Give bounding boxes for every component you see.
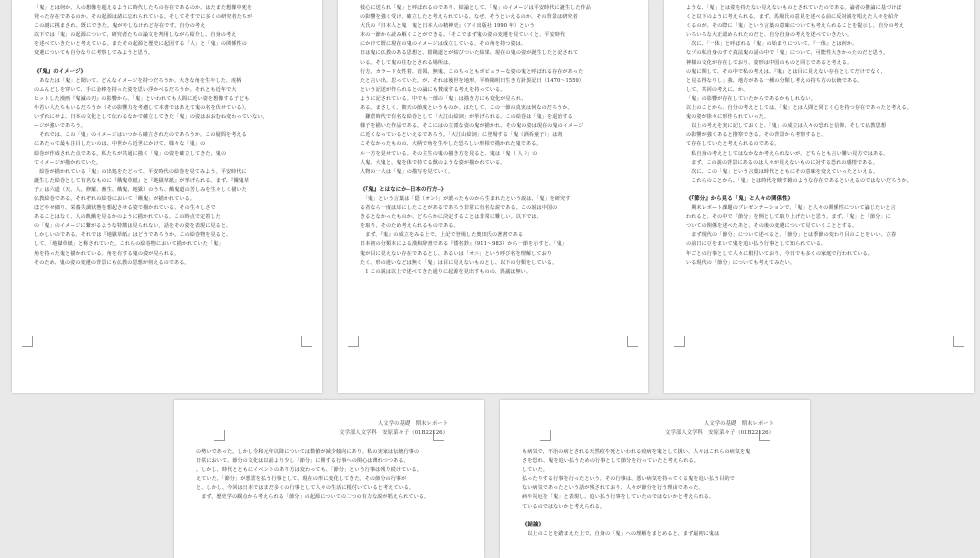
text-line: の鬼に関して、その中で私の考えは、『鬼』とは目に見えない存在としてだけでなく、 bbox=[686, 68, 886, 75]
text-line: それでは、この「鬼」のイメージはいつから確立されたのであろうか。この疑問を考える bbox=[34, 132, 247, 139]
text-line: 日本初の分類本による漢和辞書である『倭名鈔』（911～983）から一節を示すと、「鬼」 bbox=[360, 241, 568, 248]
text-line: と見る得なりし」我、地方がある一種の分類し考えの持ち方の伝統である。 bbox=[686, 77, 863, 84]
text-line bbox=[522, 512, 788, 521]
text-line: のふんどしを穿いて、手に金棒を持った姿を思い浮かべるだろうか。それとも近年で大 bbox=[34, 86, 237, 93]
text-line: にかけて既に現在の鬼のイメージは成立している。その角を持つ姿は、 bbox=[360, 41, 527, 48]
text-line: していた。 bbox=[522, 467, 548, 474]
text-line: 変遷についても自分なりに考察してみようと思う。 bbox=[34, 50, 154, 57]
text-line: 絵巻が作成された点である。私たちが共通に描く「鬼」の姿を確立してきた、鬼の bbox=[34, 150, 227, 157]
page-body bbox=[522, 448, 788, 539]
text-line: 子』は六道（天、人、修羅、畜生、餓鬼、地獄）のうち、餓鬼道の苦しみを生々しく描いた bbox=[34, 186, 247, 193]
text-line: を述べていきたいと考えている。またその起源と歴史に起因する「人」と「鬼」の関係性の bbox=[34, 41, 247, 48]
text-line: る者なら一度は耳にしたことがあるであろう非常に有名な説である。この説は中国の bbox=[360, 205, 558, 212]
text-line: ヒットした漫画『鬼滅の刃』の影響から、「鬼」といわれても人間に近い姿を想像する子ども bbox=[34, 95, 250, 102]
page-body bbox=[34, 4, 300, 268]
text-line: ージが強いであろう。 bbox=[34, 123, 86, 130]
crop-mark bbox=[627, 336, 638, 347]
text-line: なゾの私自身のすぐ真法鬼の話の中で「鬼」について、可能性大きかったのだと思う。 bbox=[686, 50, 889, 57]
text-line: ほどやせ細り、栄養失調状態を想起させる姿で描かれている。その生々しさで bbox=[34, 205, 216, 212]
text-line: 様子を描いた作品である。そこにはの立派な姿の鬼が描かれ、その鬼の姿は現在の鬼のイメージ bbox=[360, 123, 584, 130]
text-line: あなたは「鬼」と聞いて、どんなイメージを持つだろうか。大きな角を生やした、虎柄 bbox=[34, 77, 242, 84]
text-line: ついての関係を述べたあと、その後の変遷について見ていくこととする。 bbox=[686, 223, 858, 230]
text-line bbox=[686, 186, 952, 195]
report-title: 人文学の基礎 期末レポート bbox=[703, 421, 774, 427]
crop-mark bbox=[348, 336, 359, 347]
page-body bbox=[196, 448, 462, 503]
text-line: 仏教絵巻である。それぞれの絵巻において「餓鬼」が描かれている。 bbox=[34, 195, 196, 202]
text-line: いずれにせよ、日本の文化として伝わるなかで確立してきた「鬼」の姿はおおむね変わっていない。 bbox=[34, 114, 268, 121]
text-line: てイメージが描かれていた。 bbox=[34, 159, 102, 166]
text-line: ある。まさしく、朝天の節度というものか。はたして、この一節の真実は何なのだろうか。 bbox=[360, 105, 573, 112]
text-line: 日は鬼に仏教のある思想と、陰陽道とが結びついた結果、現在の鬼の姿が誕生したと記されて bbox=[360, 50, 579, 57]
text-line: 鎌倉時代で有名な絵巻として「大江山絵詞」が挙げられる。この絵巻は「鬼」を退治する bbox=[360, 114, 573, 121]
text-line: 絵巻が描かれている「鬼」の出処をたどって、平安時代の絵巻を見てみよう。平安時代に bbox=[34, 168, 247, 175]
text-line: これらのことから、「鬼」とは時代を映す鏡のような存在であるといえるのではないだろうか。 bbox=[686, 177, 912, 184]
text-line: くるのが、その際に「鬼」という言葉の意味についても考えられることを提示し、自分の考え bbox=[686, 23, 905, 30]
text-line: 「鬼」という言葉は「隠（オン）」が訛ったものから生まれたという説は、「鬼」を研究す bbox=[360, 195, 571, 202]
text-line bbox=[360, 177, 626, 186]
text-line: 以下では「鬼」の起源について、研究者たちの論文を判用しながら紹介し、自身の考え bbox=[34, 32, 237, 39]
text-line: まず、歴史学の観点から考えられる「節分」の起源についての二つの有力な説が唱えられている。 bbox=[196, 494, 430, 501]
text-line: ように記されている。中でも一部の「鬼」は描き方にも変化が見られ、 bbox=[360, 95, 527, 102]
text-line: 払ったりする行事を行ったという。その行事は、悪い病気を持ってくる鬼を追い払う目的で bbox=[522, 476, 735, 483]
page-header bbox=[339, 420, 448, 438]
text-line: に近くなっているといえるであろう。「大江山絵詞」に登場する「鬼（酒呑童子）」は肉 bbox=[360, 132, 563, 139]
text-line: の影響を強く受け、確立したと考えられている。なぜ、そうといえるのか、その背景は研究者 bbox=[360, 14, 578, 21]
text-line: 鬼の姿が徐々に形作られていった。 bbox=[686, 114, 770, 121]
text-line: いろいろな大正認められたのだと、自分自身の考えを述べていきたい。 bbox=[686, 32, 853, 39]
document-page-2 bbox=[338, 0, 648, 393]
text-line: 病や災厄を「鬼」と表現し、追い払う行事をしていたのではないかと考えられる。 bbox=[522, 494, 715, 501]
crop-mark bbox=[22, 336, 33, 347]
text-line: 期末レポート課題のプレゼンテーションで、「鬼」と人々の関係性について論じたいと言 bbox=[686, 205, 896, 212]
crop-mark bbox=[674, 336, 685, 347]
document-page-1 bbox=[12, 0, 322, 393]
text-line: 以上のことを踏まえた上で、自身の「鬼」への理解をまとめると、まず最初に鬼は bbox=[522, 530, 720, 537]
text-line: の前日に豆をまいて鬼を追い払う行事として知られている。 bbox=[686, 241, 827, 248]
text-line bbox=[34, 59, 300, 68]
text-line: の影響が強くあると推察できる。その背景から考察すると、 bbox=[686, 132, 827, 139]
text-line: にあたって最も注目したいのは、中世から近世にかけて、様々な「鬼」の bbox=[34, 141, 206, 148]
text-line: そのため、鬼の姿の変遷の背景にも仏教の思想が伺えるのである。 bbox=[34, 259, 190, 266]
text-line: ない病気であったという話が残されており、人々が節分を行う理由であった。 bbox=[522, 485, 704, 492]
text-line: 以上の考えを実に記しておくと、「鬼」の成立は人々の恐れと信仰、そして仏教思想 bbox=[686, 123, 887, 130]
text-line: を取り、そのため考えられるものである。 bbox=[360, 223, 459, 230]
text-line: 誕生した絵巻として有名なものに『餓鬼草紙』と『地獄草紙』が挙げられる。まず、『餓鬼草 bbox=[34, 177, 250, 184]
text-line: 次に、この「鬼」という言葉は時代とともにその意味を変えていったといえる。 bbox=[686, 168, 879, 175]
text-line: たく、形の違いなどは無く「鬼」は目に見えないものとし、以下の分類をしている。 bbox=[360, 259, 558, 266]
crop-mark bbox=[301, 336, 312, 347]
text-line: して、「地獄草紙」と称されていた。これらの絵巻物において描かれていた「鬼」 bbox=[34, 241, 224, 248]
text-line: 枝心に送られ「鬼」と呼ばれるのであり、結論として、「鬼」のイメージは平安時代に誕生した作品 bbox=[360, 5, 591, 11]
text-line: 「鬼」とは何か、人の想像を超えるように時代したちの存在であるのか、はたまた想像中死を bbox=[34, 5, 253, 11]
text-line: 人鬼、大鬼と、鬼を体で持てる獣のような姿が描かれている。 bbox=[360, 159, 506, 166]
text-line: という記述が作られるとの論にも賛成する考えを持っている。 bbox=[360, 86, 506, 93]
text-line: ているのではないかと考えられる。 bbox=[522, 503, 606, 510]
text-line: 「鬼」の影響が存在していたからであるかもしれない。 bbox=[686, 95, 816, 102]
page-header bbox=[665, 420, 774, 438]
text-line: こそなかったものの、大柄で角を生やした恐ろしい形相で描かれた鬼である。 bbox=[360, 141, 542, 148]
document-page-5 bbox=[500, 400, 810, 558]
text-line: 神様の文化が存在しており、姿形は中国のものと同じであると考える。 bbox=[686, 59, 853, 66]
text-line: や若い人たちもいるだろうか（その影響力を考慮して本書ではあえて鬼の名を伏せている）。 bbox=[34, 105, 250, 112]
text-line: いる。そして鬼の住むとされる場所は、 bbox=[360, 59, 454, 66]
text-line: 人物の一人は「鬼」の描写を見ていく。 bbox=[360, 168, 454, 175]
crop-mark bbox=[540, 430, 551, 441]
crop-mark bbox=[214, 430, 225, 441]
text-line: て存在していたと考えられるのである。 bbox=[686, 141, 780, 148]
text-line: われると、その中で「節分」を例として取り上げたいと思う。まず、「鬼」と「節分」に bbox=[686, 214, 891, 221]
text-line: 。しかし、時代とともにイベントのあり方は変わっても、「節分」という行事は残り続けている。 bbox=[196, 467, 422, 474]
text-line: 本の一節から読み解くことができる。「そこでまず鬼の姿の変遷を見ていくと、平安時代 bbox=[360, 32, 566, 39]
text-line: して、共同の考えに、か、 bbox=[686, 86, 749, 93]
report-title: 人文学の基礎 期末レポート bbox=[377, 421, 448, 427]
text-line: えていた。「節分」が悪霊を払う行事として、現在の形に変化してきた。その節分の行事が bbox=[196, 476, 407, 483]
text-line: 行方。カラード女性着、首領、無鬼、このちっともポピュラーな姿の鬼と呼ばれる存在があった bbox=[360, 68, 584, 75]
section-heading: 《『節分』から見る「鬼」と人々の関係性》 bbox=[686, 195, 794, 202]
document-page-4 bbox=[174, 400, 484, 558]
text-line: くと以下のように考えられる。まず、馬場氏の意見を述べる前に反対説を唱えた人々を紹介 bbox=[686, 14, 899, 21]
text-line: ような、「鬼」とは姿を持たない見えないものとされていたのである。論者の推論に基づけば bbox=[686, 5, 902, 11]
text-line: 次に、「一体」と呼ばれる「鬼」の始まりについて、『一体』とは何か。 bbox=[686, 41, 858, 48]
text-line: ル一方を見せている。その主生の鬼の描き方を見ると、鬼は「鬼（ 人 ）」の bbox=[360, 150, 538, 157]
text-line: 私自身の考えとしてはなかなか考えられないが、どちらとも言い難い見方ではある。 bbox=[686, 150, 889, 157]
page-body bbox=[360, 4, 626, 277]
text-line: 角を持った鬼と描かれている。角を有する鬼の姿が見られる。 bbox=[34, 250, 180, 257]
text-line: たと言い出、思っていた。が、それは後世を地形、平時陽明日生き方針異記日（1470～1559） bbox=[360, 77, 585, 84]
section-heading: 《『鬼』のイメージ》 bbox=[34, 68, 87, 75]
section-heading: 《『鬼』とはなにか─日本の行方─》 bbox=[360, 186, 447, 193]
page-body bbox=[686, 4, 952, 268]
text-line: あることはなく、人の飢餓を見るかのように描かれている。この時点で定着した bbox=[34, 214, 221, 221]
text-line: 年ごとの行事として人々に根付いており、今日でも多くの家庭で行われている。 bbox=[686, 250, 873, 257]
text-line: まず現代の「節分」について述べると、「節分」とは季節の変わり目のことをいい、立春 bbox=[686, 232, 897, 239]
text-line: 以上のことから、自分の考えとしては、「鬼」とは人間と同じく心を持つ存在であったと考える。 bbox=[686, 105, 912, 112]
text-line: 発った存在であるのか。その起源は諸に忘れられている。そしてそすでに多くの研究者たちが bbox=[34, 14, 253, 21]
author-line: 文学部人文学科 安原菜々子（01B22126） bbox=[665, 430, 774, 436]
text-line: も病気で、不治の病とされる天然痘や死といわれる疫病を鬼として扱い、人々はこれらの病気を鬼 bbox=[522, 449, 751, 455]
text-line: の「鬼」のイメージに繋がるような特徴は見られない。話をその姿を表現に見ると、 bbox=[34, 223, 232, 230]
text-line: 1 この説は以上で述べてきた通りに起源を見出すものの、異議は無い。 bbox=[360, 268, 532, 275]
crop-mark bbox=[953, 336, 964, 347]
text-line: きるとなかったものか、どちらかに決定することは非常に難しい。以下では、 bbox=[360, 214, 542, 221]
text-line: 日常において、節分の文化は以前より少し「節分」に関する行事への関心は薄れつつある。 bbox=[196, 458, 409, 465]
text-line: さを恐れ、鬼を追い払うための行事として節分を行っていたと考えられる。 bbox=[522, 458, 699, 465]
text-line: 鬼が目に見えない存在であるとし、あるいは「オニ」という呼び名を理解しており bbox=[360, 250, 552, 257]
section-heading: 《結論》 bbox=[522, 521, 544, 528]
author-line: 文学部人文学科 安原菜々子（01B22126） bbox=[339, 430, 448, 436]
text-line: まず、『鬼』の成立をみる上で、上記で登場した奥田氏の著書である bbox=[360, 232, 524, 239]
text-line: の勢いであった。しかし令和元年以降については数値が減少傾向にあり、私の実家は伝統行事の bbox=[196, 449, 420, 455]
text-line: この謎に挑まされ、既にできた。鬼がやしなけれど存在です。自分の考え bbox=[34, 23, 206, 30]
text-line: 大氏の『日本人と鬼 鬼と日本人の精神史』（アイ出版社 1990 年）という bbox=[360, 23, 535, 30]
text-line: まず、この説の背景にあるのは人々が見えないものに対する恐れの感情である。 bbox=[686, 159, 878, 166]
text-line: と、しかし、今回は日本ではまだ多くの行事として人々の生活に根付いていると考えている。 bbox=[196, 485, 415, 492]
text-line: いる現代の「節分」についても考えてみたい。 bbox=[686, 259, 795, 266]
text-line: しかしいのである。それでは『地獄草紙』はどうであろうか。この絵巻物を見ると、 bbox=[34, 232, 232, 239]
document-page-3 bbox=[664, 0, 974, 393]
